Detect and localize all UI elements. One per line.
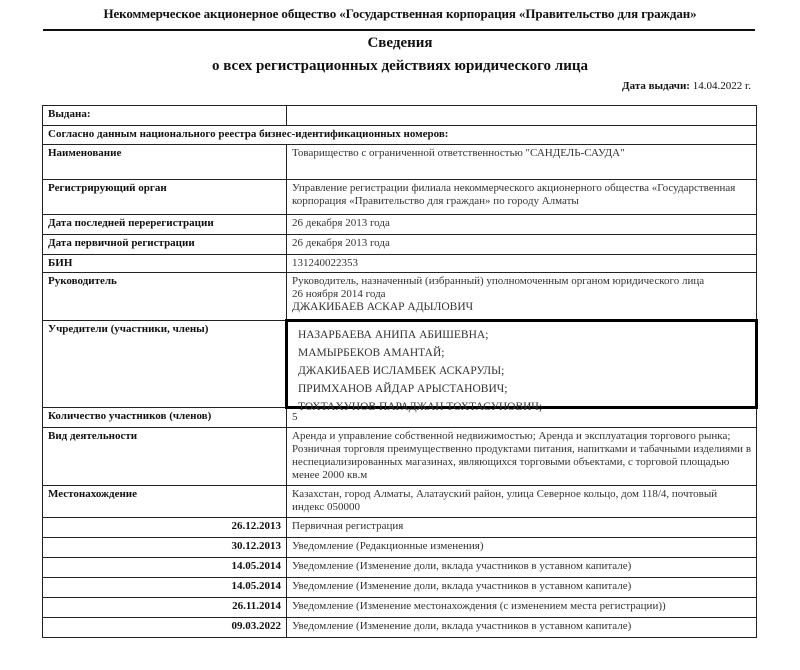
header-divider xyxy=(43,29,755,31)
activity-label: Вид деятельности xyxy=(43,428,287,486)
last-rereg-value: 26 декабря 2013 года xyxy=(287,215,757,235)
table-row-first-registration xyxy=(43,235,757,255)
table-row-activity xyxy=(43,428,757,486)
member-count-label: Количество участников (членов) xyxy=(43,408,287,428)
organization-header: Некоммерческое акционерное общество «Государственная корпорация «Правительство для граждан» xyxy=(103,6,697,21)
source-note: Согласно данным национального реестра бизнес-идентификационных номеров: xyxy=(43,126,757,145)
founder-item: ДЖАКИБАЕВ ИСЛАМБЕК АСКАРУЛЫ; xyxy=(298,365,505,377)
first-reg-value: 26 декабря 2013 года xyxy=(287,235,757,255)
table-row-event xyxy=(43,538,757,558)
head-date: 26 ноября 2014 года xyxy=(292,288,386,300)
table-row-issued-to xyxy=(43,106,757,126)
table-row-event xyxy=(43,578,757,598)
registration-table xyxy=(42,105,758,638)
issue-date-label: Дата выдачи: xyxy=(622,80,690,92)
event-action: Уведомление (Изменение доли, вклада участников в уставном капитале) xyxy=(287,578,757,598)
event-date: 30.12.2013 xyxy=(43,538,287,558)
head-name: ДЖАКИБАЕВ АСКАР АДЫЛОВИЧ xyxy=(292,301,474,313)
table-row-event xyxy=(43,618,757,638)
table-row-founders xyxy=(43,321,757,408)
founder-item: ПРИМХАНОВ АЙДАР АРЫСТАНОВИЧ; xyxy=(298,383,508,395)
issue-date-value: 14.04.2022 г. xyxy=(692,80,751,92)
last-rereg-label: Дата последней перерегистрации xyxy=(43,215,287,235)
table-row-event xyxy=(43,598,757,618)
table-row-event xyxy=(43,558,757,578)
member-count-value: 5 xyxy=(287,408,757,428)
table-row-registration-authority xyxy=(43,180,757,215)
document-subtitle: о всех регистрационных действиях юридического лица xyxy=(211,58,588,74)
event-date: 14.05.2014 xyxy=(43,558,287,578)
founder-item: МАМЫРБЕКОВ АМАНТАЙ; xyxy=(298,347,445,359)
event-action: Уведомление (Редакционные изменения) xyxy=(287,538,757,558)
activity-value: Аренда и управление собственной недвижимостью; Аренда и эксплуатация торгового рынка; Розничная торговля преимущественно продуктами питания, напитками и табачными изделиями в неспециализированных магазинах, являющихся торговыми объектами, с торговой площадью менее 2000 кв.м xyxy=(287,428,757,486)
event-date: 14.05.2014 xyxy=(43,578,287,598)
table-row-location xyxy=(43,486,757,518)
head-role: Руководитель, назначенный (избранный) уполномоченным органом юридического лица xyxy=(292,275,705,287)
table-row-event xyxy=(43,518,757,538)
table-row-bin xyxy=(43,255,757,273)
founder-item: ТОХТАХУНОВ ПАРАДЖАН ТОХТАСУНОВИЧ; xyxy=(298,401,543,413)
event-date: 26.12.2013 xyxy=(43,518,287,538)
event-date: 09.03.2022 xyxy=(43,618,287,638)
location-label: Местонахождение xyxy=(43,486,287,518)
founders-list[interactable] xyxy=(293,324,750,413)
reg-authority-label: Регистрирующий орган xyxy=(43,180,287,215)
document-title: Сведения xyxy=(367,35,433,51)
head-label: Руководитель xyxy=(43,273,287,321)
issue-date xyxy=(622,80,751,92)
first-reg-label: Дата первичной регистрации xyxy=(43,235,287,255)
event-action: Уведомление (Изменение доли, вклада участников в уставном капитале) xyxy=(287,618,757,638)
event-action: Уведомление (Изменение местонахождения (с изменением места регистрации)) xyxy=(287,598,757,618)
table-row-source-note xyxy=(43,126,757,145)
name-label: Наименование xyxy=(43,145,287,180)
founders-label: Учредители (участники, члены) xyxy=(43,321,287,408)
event-date: 26.11.2014 xyxy=(43,598,287,618)
table-row-name xyxy=(43,145,757,180)
head-value xyxy=(287,273,757,321)
table-row-last-reregistration xyxy=(43,215,757,235)
founder-item: НАЗАРБАЕВА АНИПА АБИШЕВНА; xyxy=(298,329,489,341)
bin-label: БИН xyxy=(43,255,287,273)
table-row-head xyxy=(43,273,757,321)
founders-cell xyxy=(287,321,757,413)
reg-authority-value: Управление регистрации филиала некоммерческого акционерного общества «Государственная корпорация «Правительство для граждан» по городу Алматы xyxy=(287,180,757,215)
event-action: Первичная регистрация xyxy=(287,518,757,538)
location-value: Казахстан, город Алматы, Алатауский район, улица Северное кольцо, дом 118/4, почтовый индекс 050000 xyxy=(287,486,757,518)
bin-value: 131240022353 xyxy=(287,255,757,273)
issued-to-label: Выдана: xyxy=(43,106,287,126)
name-value: Товарищество с ограниченной ответственностью "САНДЕЛЬ-САУДА" xyxy=(287,145,757,180)
event-action: Уведомление (Изменение доли, вклада участников в уставном капитале) xyxy=(287,558,757,578)
issued-to-value xyxy=(287,106,757,126)
